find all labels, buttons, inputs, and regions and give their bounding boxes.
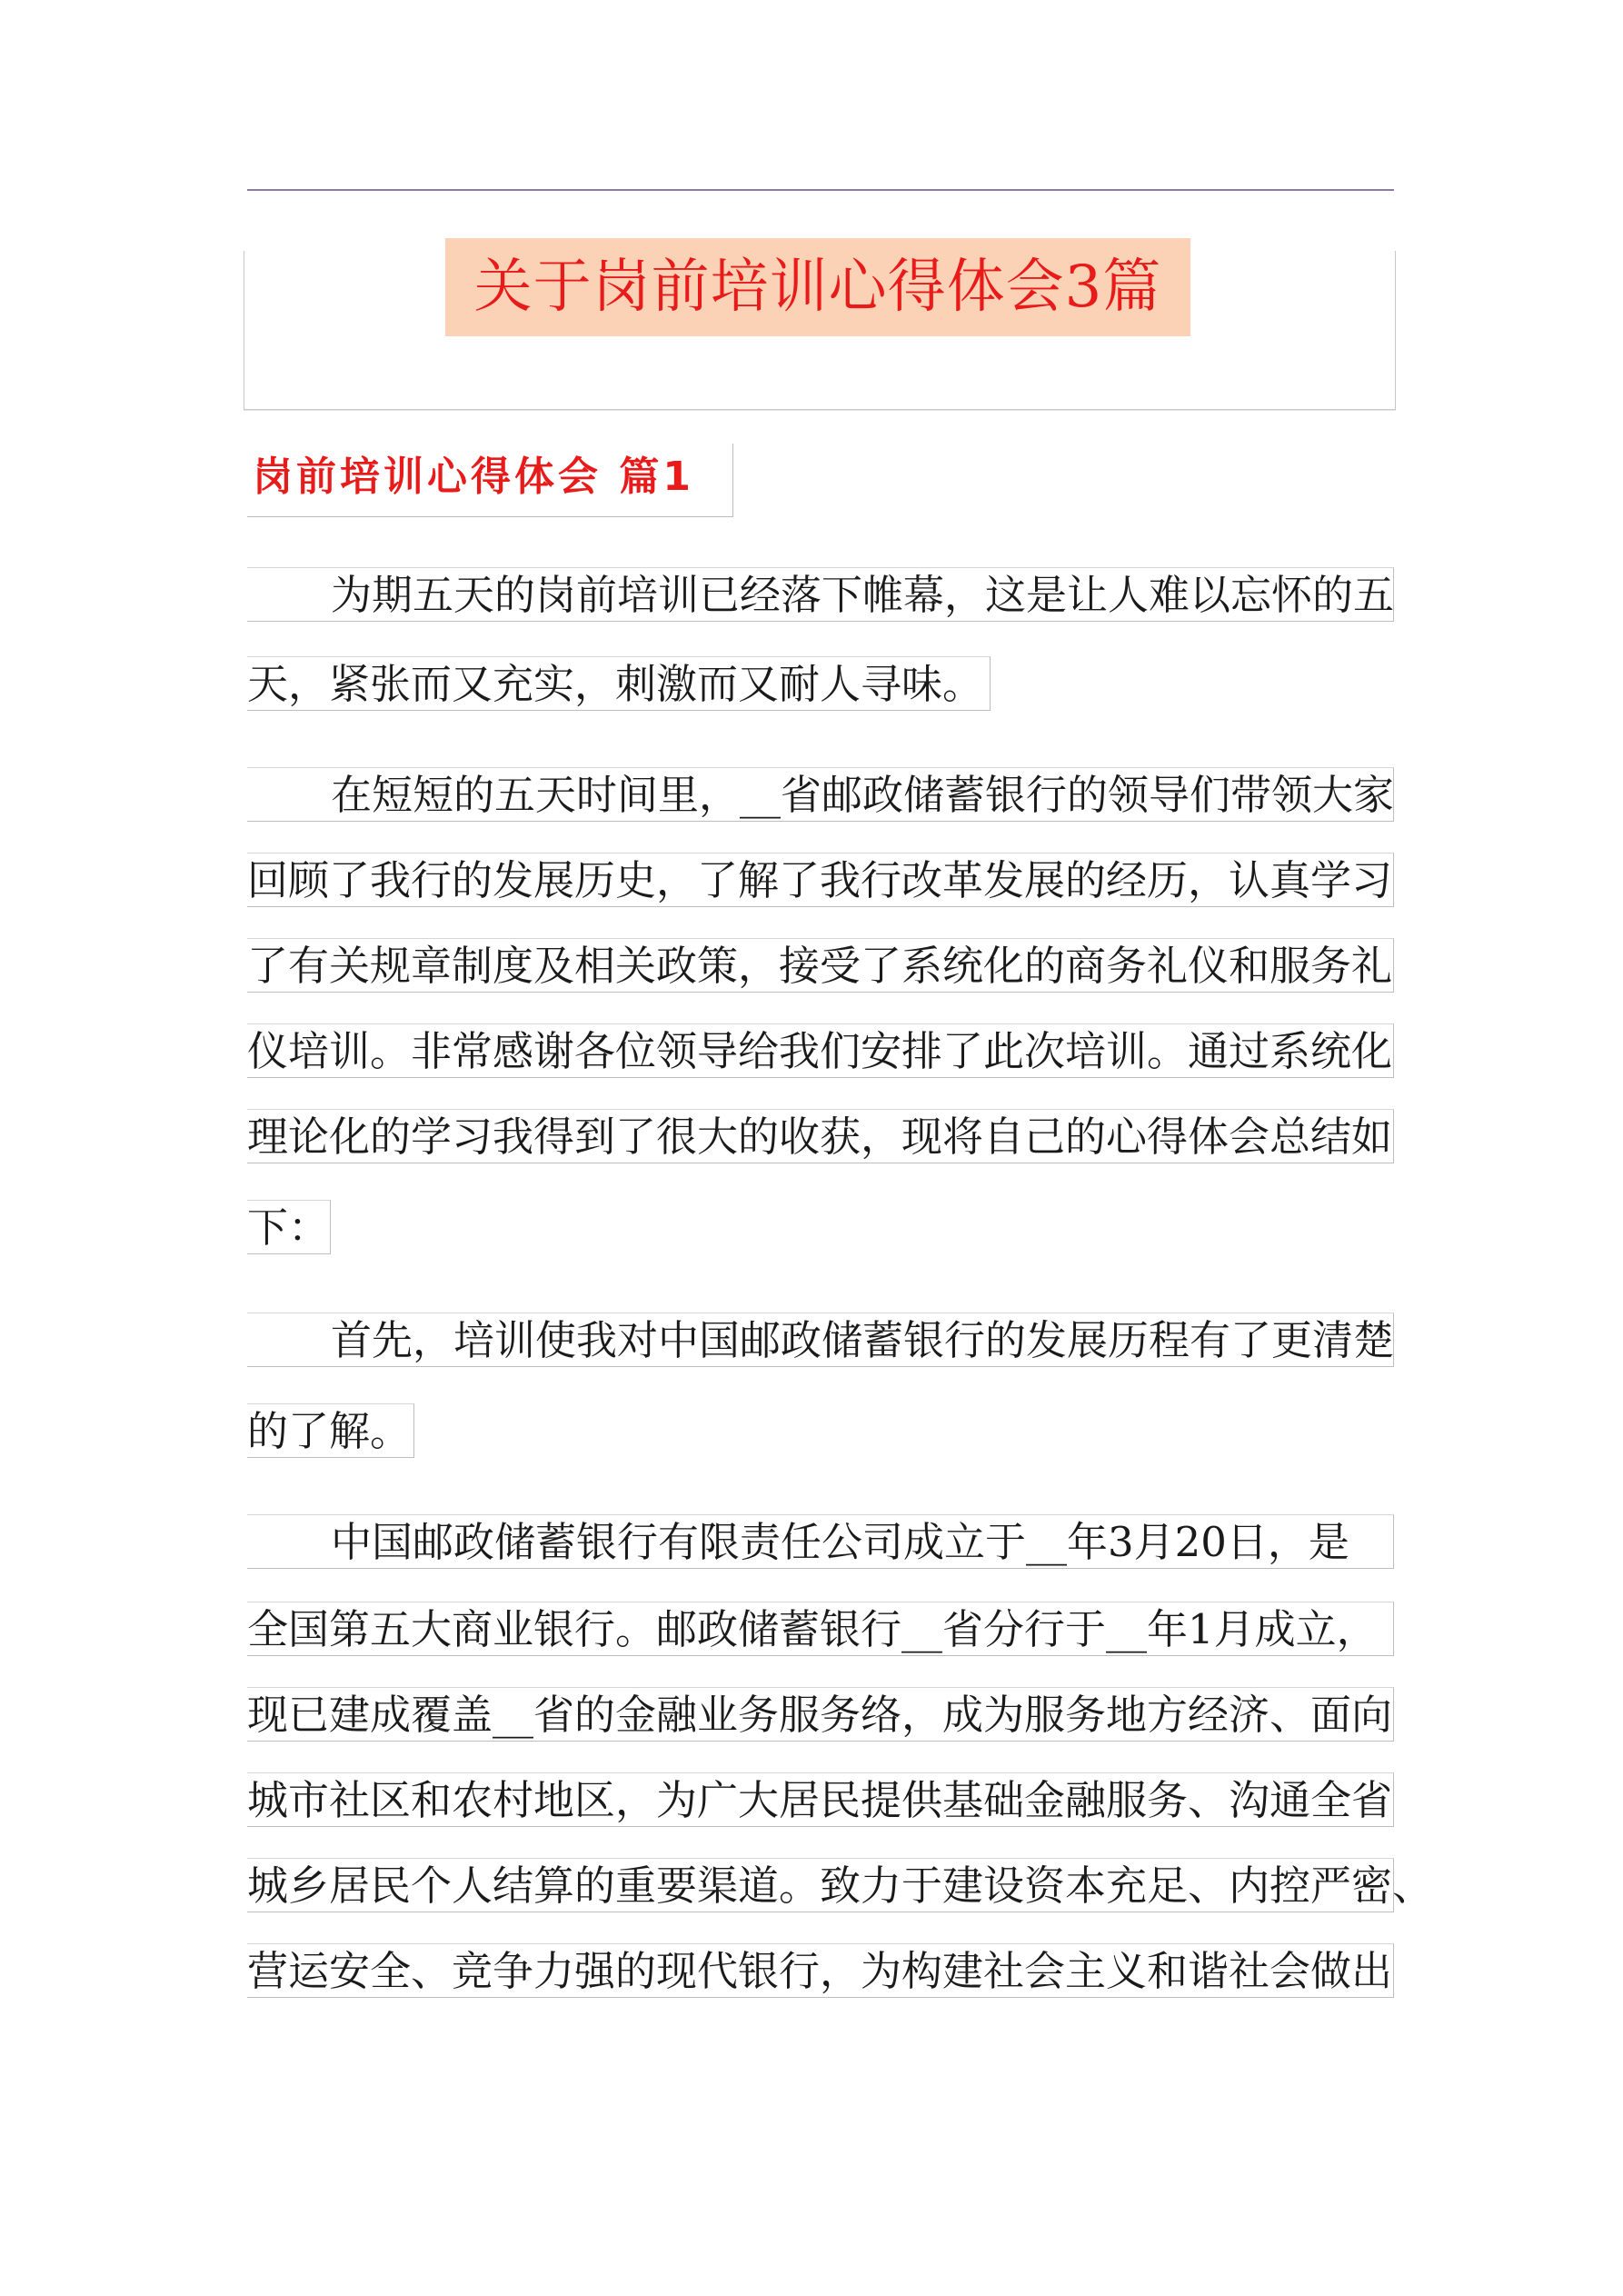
- paragraph-line: 天，紧张而又充实，刺激而又耐人寻味。: [247, 656, 991, 711]
- paragraph-line: 城乡居民个人结算的重要渠道。致力于建设资本充足、内控严密、: [247, 1858, 1394, 1912]
- paragraph-line: 首先，培训使我对中国邮政储蓄银行的发展历程有了更清楚: [247, 1313, 1394, 1367]
- header-rule: [247, 189, 1394, 191]
- document-title: 关于岗前培训心得体会3篇: [473, 254, 1162, 321]
- paragraph-line: 仪培训。非常感谢各位领导给我们安排了此次培训。通过系统化: [247, 1023, 1394, 1078]
- paragraph-line: 在短短的五天时间里，__省邮政储蓄银行的领导们带领大家: [247, 767, 1394, 822]
- paragraph-line: 中国邮政储蓄银行有限责任公司成立于__年3月20日，是: [247, 1514, 1394, 1569]
- section-heading: 岗前培训心得体会 篇1: [253, 454, 694, 500]
- paragraph-line: 为期五天的岗前培训已经落下帷幕，这是让人难以忘怀的五: [247, 567, 1394, 622]
- paragraph-line: 营运安全、竞争力强的现代银行，为构建社会主义和谐社会做出: [247, 1943, 1394, 1998]
- paragraph-line: 城市社区和农村地区，为广大居民提供基础金融服务、沟通全省: [247, 1772, 1394, 1827]
- paragraph-line: 下：: [247, 1200, 331, 1254]
- paragraph-line: 现已建成覆盖__省的金融业务服务络，成为服务地方经济、面向: [247, 1687, 1394, 1742]
- paragraph-line: 理论化的学习我得到了很大的收获，现将自己的心得体会总结如: [247, 1109, 1394, 1163]
- paragraph-line: 的了解。: [247, 1403, 414, 1458]
- paragraph-line: 了有关规章制度及相关政策，接受了系统化的商务礼仪和服务礼: [247, 938, 1394, 993]
- paragraph-line: 全国第五大商业银行。邮政储蓄银行__省分行于__年1月成立，: [247, 1602, 1394, 1656]
- paragraph-line: 回顾了我行的发展历史，了解了我行改革发展的经历，认真学习: [247, 853, 1394, 907]
